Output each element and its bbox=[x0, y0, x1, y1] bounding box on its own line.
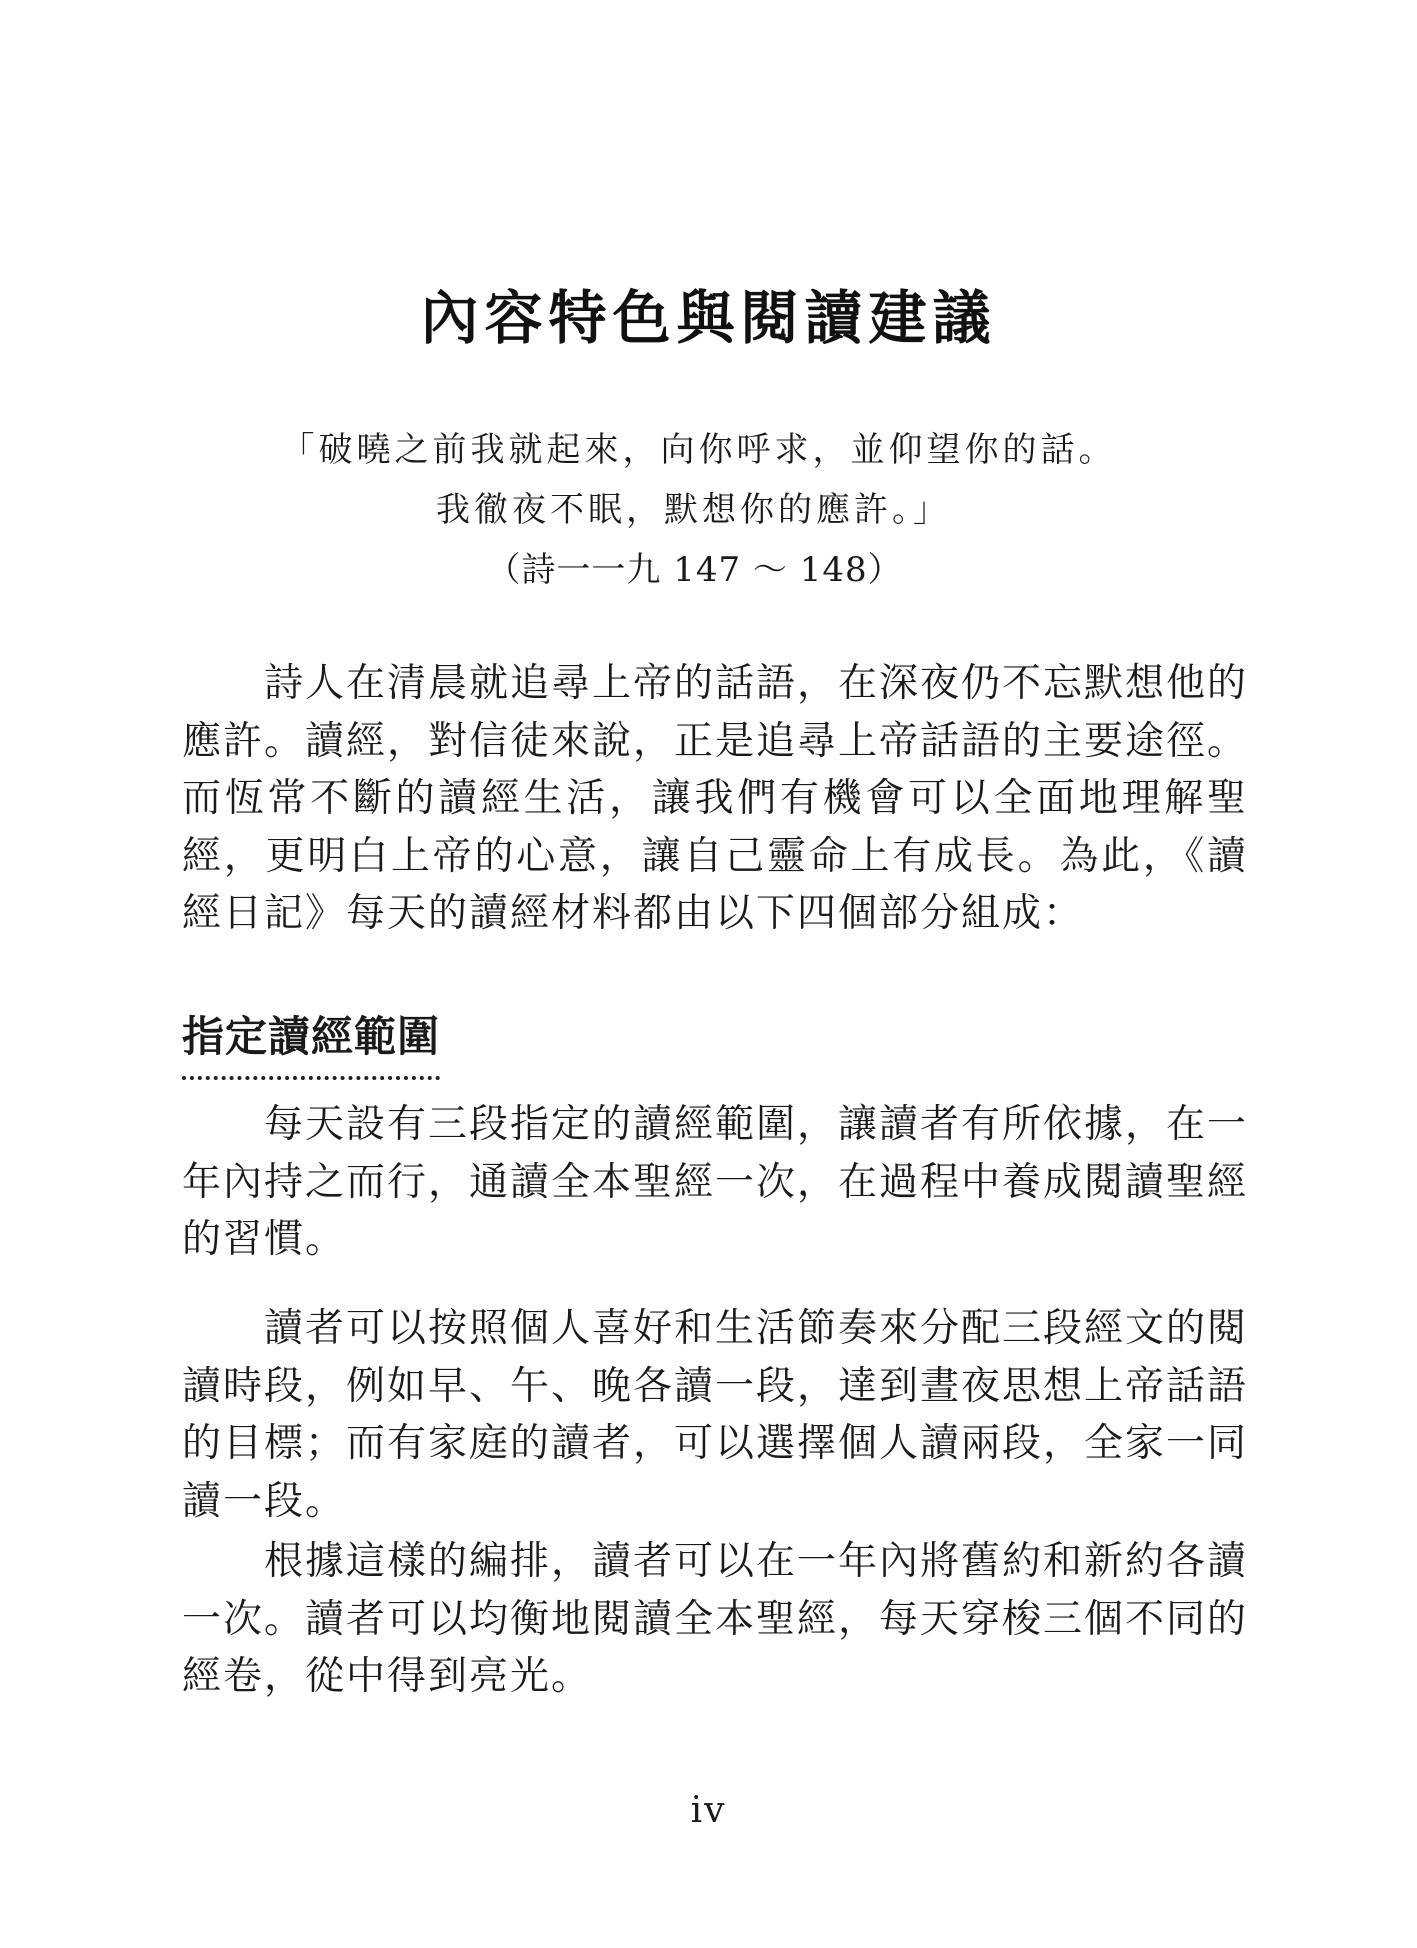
intro-paragraph: 詩人在清晨就追尋上帝的話語，在深夜仍不忘默想他的應許。讀經，對信徒來說，正是追尋上帝話語的主要途徑。而恆常不斷的讀經生活，讓我們有機會可以全面地理解聖經，更明白上帝的心意，讓自己靈命上有成長。為此，《讀經日記》每天的讀經材料都由以下四個部分組成： bbox=[182, 661, 1249, 936]
section-paragraph: 根據這樣的編排，讀者可以在一年內將舊約和新約各讀一次。讀者可以均衡地閱讀全本聖經，每天穿梭三個不同的經卷，從中得到亮光。 bbox=[182, 1539, 1249, 1699]
intro-paragraph-block bbox=[182, 655, 1248, 943]
section-paragraph-block-1 bbox=[182, 1096, 1248, 1269]
page-number: iv bbox=[690, 1790, 727, 1831]
section-paragraph: 每天設有三段指定的讀經範圍，讓讀者有所依據，在一年內持之而行，通讀全本聖經一次，在過程中養成閱讀聖經的習慣。 bbox=[182, 1102, 1249, 1262]
epigraph-line-2: 我徹夜不眠，默想你的應許。」 bbox=[436, 490, 951, 530]
epigraph-line-1: 「破曉之前我就起來，向你呼求，並仰望你的話。 bbox=[280, 430, 1117, 470]
section-heading: 指定讀經範圍 bbox=[182, 1004, 440, 1080]
page-title: 內容特色與閱讀建議 bbox=[420, 283, 997, 352]
section-paragraph: 讀者可以按照個人喜好和生活節奏來分配三段經文的閱讀時段，例如早、午、晚各讀一段，達到晝夜思想上帝話語的目標；而有家庭的讀者，可以選擇個人讀兩段，全家一同讀一段。 bbox=[182, 1306, 1249, 1524]
epigraph-reference: （詩一一九 147 ～ 148） bbox=[486, 550, 903, 590]
section-paragraph-block-2 bbox=[182, 1300, 1248, 1530]
epigraph-quote bbox=[0, 420, 1417, 600]
section-paragraph-block-3 bbox=[182, 1533, 1248, 1706]
